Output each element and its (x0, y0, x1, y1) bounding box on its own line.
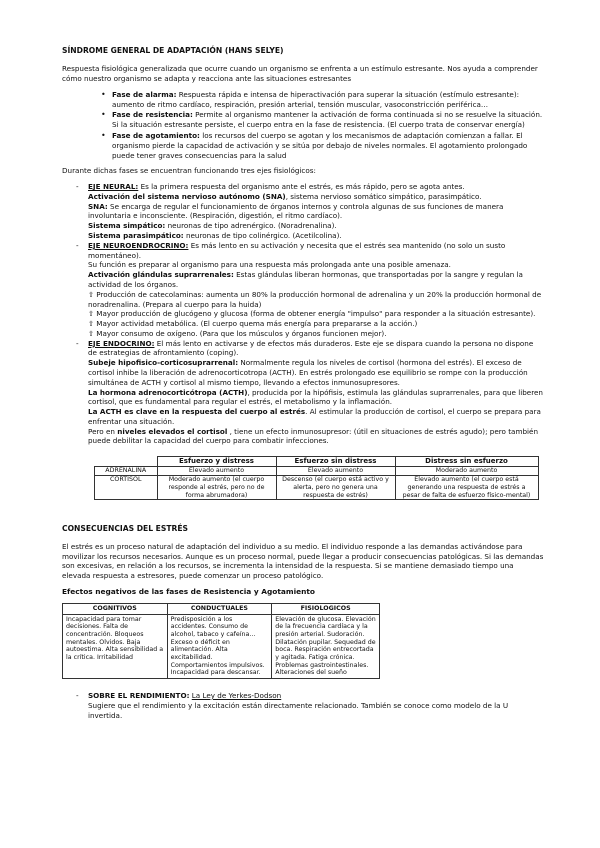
table-header-row (63, 603, 380, 614)
axes-intro: Durante dichas fases se encuentran funcionando tres ejes fisiológicos: (62, 166, 316, 176)
effects-title: Efectos negativos de las fases de Resistencia y Agotamiento (62, 586, 315, 596)
neuro-item: ⇧ Mayor actividad metabólica. (El cuerpo quema más energía para prepararse a la acción.) (88, 319, 418, 329)
table-header-row (95, 457, 539, 467)
performance-text: Sugiere que el rendimiento y la excitación están directamente relacionado. También se conoce como modelo de la U invertida. (88, 700, 509, 720)
intro-paragraph: Respuesta fisiológica generalizada que ocurre cuando un organismo se enfrenta a un estímulo estresante. Nos ayuda a comprender cómo nuestro organismo se adapta y reacciona ante las situaciones estresantes (62, 64, 538, 84)
consequences-title: CONSECUENCIAS DEL ESTRÉS (62, 524, 189, 534)
table-header: FISIOLOGICOS (272, 603, 380, 614)
document-title: SÍNDROME GENERAL DE ADAPTACIÓN (HANS SELYE) (62, 46, 284, 55)
table-header: CONDUCTUALES (167, 603, 272, 614)
table-row (95, 466, 539, 475)
neuro-item: ⇧ Mayor consumo de oxígeno. (Para que los músculos y órganos funcionen mejor). (88, 328, 387, 338)
axis-neuro-label: EJE NEUROENDROCRINO: (88, 240, 189, 250)
performance-item (88, 691, 544, 720)
phase-exhaustion: • Fase de agotamiento: los recursos del cuerpo se agotan y los mecanismos de adaptación comienzan a fallar. El organismo pierde la capacidad de activación y se sitúa por debajo de niveles normales. El agotamiento prolongado puede tener graves consecuencias para la salud (112, 131, 544, 160)
table-cell: Moderado aumento (395, 466, 538, 475)
table-cell: Elevado aumento (157, 466, 276, 475)
table-row (63, 614, 380, 678)
neuro-item: ⇧ Mayor producción de glucógeno y glucosa (forma de obtener energía "impulso" para responder a la situación estresante). (88, 309, 536, 319)
table-cell: Incapacidad para tomar decisiones. Falta de concentración. Bloqueos mentales. Olvidos. Baja autoestima. Alta sensibilidad a la crítica. Irritabilidad (63, 614, 168, 678)
table-cell: Elevado aumento (276, 466, 395, 475)
axis-endocrine: - EJE ENDOCRINO: El más lento en activarse y de efectos más duraderos. Este eje se dispara cuando la persona no dispone de estrategias de afrontamiento (coping). Subeje hipofisico-corticosuprarrenal: Normalmente regula los niveles de cortisol (hormona del estrés). El exceso de cortisol inhibe la liberación de adrenocorticotropa (ACTH). En estrés prolongado ese equilibrio se rompe con la producción simultánea de ACTH y cortisol al mismo tiempo, llevando a efectos inmunosupresores. La hormona adrenocorticótropa (ACTH), producida por la hipófisis, estimula las glándulas suprarrenales, para que liberen cortisol, que es fundamental para regular el estrés, el metabolismo y la inflamación. La ACTH es clave en la respuesta del cuerpo al estrés. Al estimular la producción de cortisol, el cuerpo se prepara para enfrentar una situación. Pero en niveles elevados el cortisol , tiene un efecto inmunosupresor: (útil en situaciones de estrés agudo); pero también puede debilitar la capacidad del cuerpo para combatir infecciones. (88, 339, 544, 447)
axis-neural: - EJE NEURAL: Es la primera respuesta del organismo ante el estrés, es más rápido, pero se agota antes. Activación del sistema nervioso autónomo (SNA), sistema nervioso somático simpático, parasimpático. SNA: Se encarga de regular el funcionamiento de órganos internos y controla algunas de sus funciones de manera involuntaria e inconsciente. (Respiración, digestión, el ritmo cardíaco). Sistema simpático: neuronas de tipo adrenérgico. (Noradrenalina). Sistema parasimpático: neuronas de tipo colinérgico. (Acetilcolina). (88, 182, 544, 241)
table-header: Esfuerzo sin distress (276, 457, 395, 467)
axis-neuroendocrine: - EJE NEUROENDROCRINO: Es más lento en su activación y necesita que el estrés sea mantenido (no solo un susto momentáneo). Su función es preparar al organismo para una respuesta más prolongada ante una posible amenaza. Activación glándulas suprarrenales: Estas glándulas liberan hormonas, que transportadas por la sangre y regulan la actividad de los órganos. ⇧ Producción de catecolaminas: aumenta un 80% la producción hormonal de adrenalina y un 20% la producción hormonal de noradrenalina. (Prepara al cuerpo para la huida) ⇧ Mayor producción de glucógeno y glucosa (forma de obtener energía "impulso" para responder a la situación estresante). ⇧ Mayor actividad metabólica. (El cuerpo quema más energía para prepararse a la acción.) ⇧ Mayor consumo de oxígeno. (Para que los músculos y órganos funcionen mejor). (88, 241, 544, 339)
performance-list (62, 691, 544, 720)
consequences-paragraph: El estrés es un proceso natural de adaptación del individuo a su medio. El individuo responde a las demandas activándose para movilizar los recursos necesarios. Aunque es un proceso normal, puede llegar a producir consecuencias patológicas. Si las demandas son excesivas, en relación a los recursos, se incrementa la intensidad de la respuesta. Si se mantiene demasiado tiempo una elevada respuesta a estresores, puede comenzar un proceso patológico. (62, 541, 544, 581)
phase-alarm: • Fase de alarma: Respuesta rápida e intensa de hiperactivación para superar la situación (estímulo estresante): aumento de ritmo cardíaco, respiración, presión arterial, tensión muscular, vasoconstricción periférica… (112, 90, 544, 110)
neuro-item: ⇧ Producción de catecolaminas: aumenta un 80% la producción hormonal de adrenalina y un 20% la producción hormonal de noradrenalina. (Prepara al cuerpo para la huida) (88, 289, 542, 309)
table-cell: Moderado aumento (el cuerpo responde al estrés, pero no de forma abrumadora) (157, 475, 276, 500)
phases-list (62, 90, 544, 160)
table-cell: Predisposición a los accidentes. Consumo de alcohol, tabaco y cafeína… Exceso o déficit en alimentación. Alta excitabilidad. Comportamientos impulsivos. Incapacidad para descansar. (167, 614, 272, 678)
phase-resistance: • Fase de resistencia: Permite al organismo mantener la activación de forma continuada si no se resuelve la situación. Si la situación estresante persiste, el cuerpo entra en la fase de resistencia. (El cuerpo trata de conservar energía) (112, 110, 544, 130)
hormone-table (94, 456, 539, 500)
table-cell: Elevado aumento (el cuerpo está generando una respuesta de estrés a pesar de falta de esfuerzo físico-mental) (395, 475, 538, 500)
table-header: COGNITIVOS (63, 603, 168, 614)
row-label: ADRENALINA (95, 466, 158, 475)
effects-table (62, 603, 380, 679)
axes-list (62, 182, 544, 446)
yerkes-dodson-law: La Ley de Yerkes-Dodson (191, 690, 282, 700)
table-header: Esfuerzo y distress (157, 457, 276, 467)
axis-neural-label: EJE NEURAL: (88, 182, 139, 192)
row-label: CORTISOL (95, 475, 158, 500)
table-row (95, 475, 539, 500)
table-cell: Descenso (el cuerpo está activo y alerta, pero no genera una respuesta de estrés) (276, 475, 395, 500)
table-cell: Elevación de glucosa. Elevación de la frecuencia cardíaca y la presión arterial. Sudoración. Dilatación pupilar. Sequedad de boca. Respiración entrecortada y agitada. Fatiga crónica. Problemas gastrointestinales. Alteraciones del sueño (272, 614, 380, 678)
performance-label: SOBRE EL RENDIMIENTO: (88, 690, 190, 700)
table-header: Distress sin esfuerzo (395, 457, 538, 467)
axis-endo-label: EJE ENDOCRINO: (88, 338, 155, 348)
